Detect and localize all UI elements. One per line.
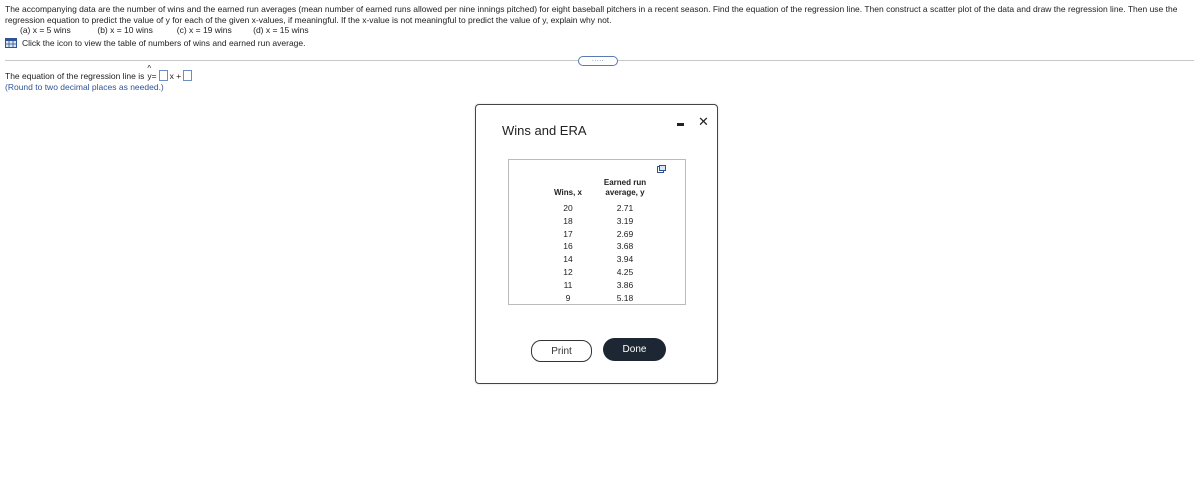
regression-equation-row [5, 70, 194, 81]
era-cell: 2.69 [616, 228, 634, 239]
view-table-link[interactable] [5, 38, 306, 48]
era-cell: 3.19 [616, 215, 634, 226]
equation-prefix: The equation of the regression line is [5, 70, 145, 81]
x-plus-label: x + [169, 70, 182, 81]
header-wins: Wins, x [554, 188, 582, 197]
header-era-line1: Earned run [603, 178, 647, 187]
header-era [599, 178, 651, 198]
done-button[interactable]: Done [603, 338, 666, 361]
ellipsis-icon: ..... [591, 55, 605, 63]
minimize-button[interactable] [677, 123, 684, 126]
wins-cell: 9 [565, 292, 571, 303]
wins-cell: 20 [563, 203, 573, 213]
table-link-text: Click the icon to view the table of numbers of wins and earned run average. [22, 38, 306, 48]
part-b: (b) x = 10 wins [97, 25, 153, 35]
part-a: (a) x = 5 wins [20, 25, 71, 35]
table-icon[interactable] [5, 38, 17, 48]
slope-input[interactable] [159, 70, 168, 81]
data-table [508, 159, 686, 305]
era-cell: 4.25 [616, 266, 634, 277]
equals-sign: = [151, 70, 157, 81]
dialog-title: Wins and ERA [502, 123, 587, 138]
era-cell: 2.71 [616, 203, 634, 213]
era-cell: 3.68 [616, 241, 634, 252]
wins-cell: 16 [563, 241, 573, 252]
era-cell: 5.18 [616, 292, 634, 303]
header-era-line2: average, y [605, 188, 645, 197]
wins-cell: 12 [563, 266, 573, 277]
data-table-dialog [475, 104, 718, 384]
rounding-note: (Round to two decimal places as needed.) [5, 82, 164, 92]
expand-button[interactable] [578, 56, 618, 66]
print-button[interactable]: Print [531, 340, 592, 362]
era-cell: 3.94 [616, 254, 634, 265]
part-c: (c) x = 19 wins [176, 25, 232, 35]
copy-icon[interactable] [657, 165, 666, 176]
question-parts [20, 25, 333, 35]
era-cell: 3.86 [616, 279, 634, 290]
wins-cell: 18 [563, 215, 573, 226]
wins-cell: 11 [563, 279, 573, 290]
problem-statement: The accompanying data are the number of wins and the earned run averages (mean number of earned runs allowed per nine innings pitched) for eight baseball pitchers in a recent season. Find the equation of the regression line. Then construct a scatter plot of the data and draw the regression line. Then use the regression equation to predict the value of y for each of the given x-values, if meaningful. If the x-value is not meaningful to predict the value of y, explain why not. [5, 4, 1178, 25]
era-column [599, 202, 651, 304]
intercept-input[interactable] [183, 70, 192, 81]
wins-column [549, 202, 587, 304]
close-button[interactable]: ✕ [698, 114, 709, 129]
wins-cell: 17 [563, 228, 573, 239]
wins-cell: 14 [563, 254, 573, 265]
part-d: (d) x = 15 wins [253, 25, 309, 35]
y-hat-symbol: ^ y [147, 71, 151, 81]
